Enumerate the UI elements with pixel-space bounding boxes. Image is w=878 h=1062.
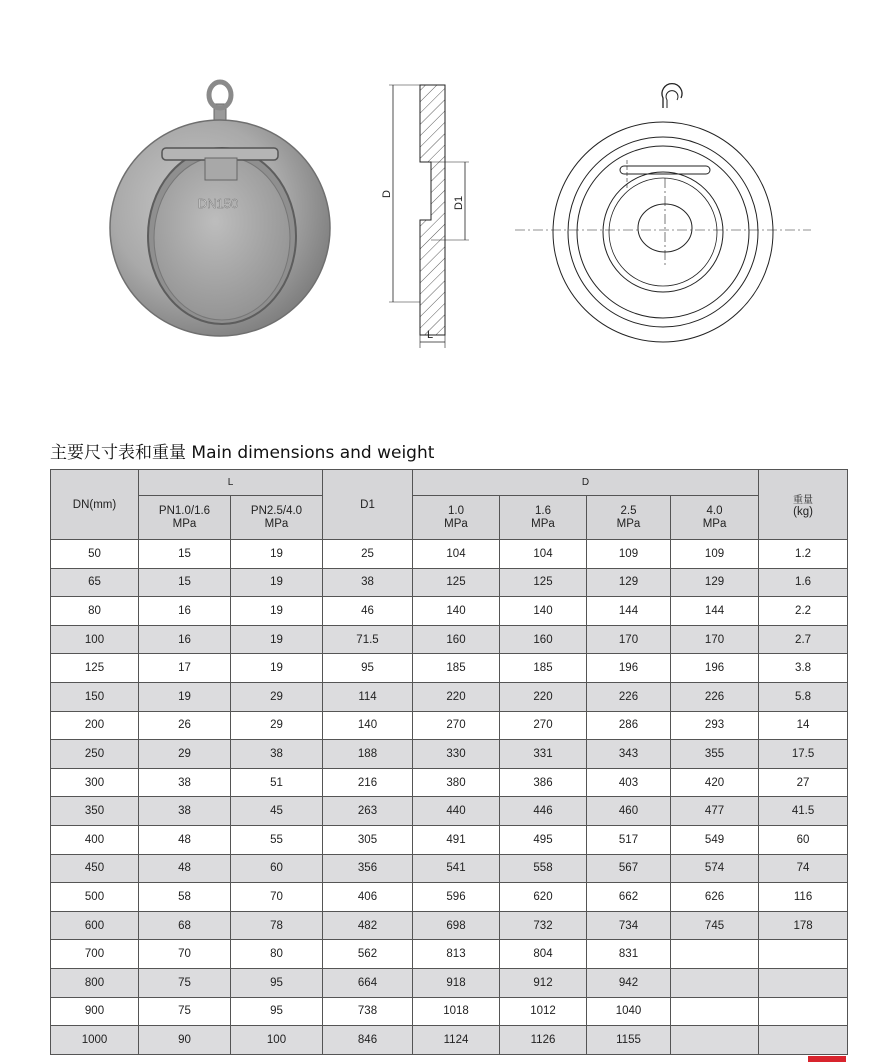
table-cell: 331 (500, 740, 587, 769)
table-row (51, 911, 848, 940)
table-cell: 80 (231, 940, 323, 969)
table-cell: 48 (139, 854, 231, 883)
subheader-l-low (139, 496, 231, 540)
table-cell: 55 (231, 825, 323, 854)
subheader-unit: MPa (702, 517, 727, 530)
subheader-text: PN1.0/1.6 (158, 504, 211, 517)
dim-l-label: L (427, 329, 434, 341)
table-cell: 1000 (51, 1026, 139, 1055)
table-cell: 477 (671, 797, 759, 826)
table-cell: 109 (671, 540, 759, 569)
table-cell: 500 (51, 883, 139, 912)
table-cell: 95 (231, 997, 323, 1026)
table-cell: 125 (500, 568, 587, 597)
table-cell: 38 (323, 568, 413, 597)
table-cell: 846 (323, 1026, 413, 1055)
table-cell: 495 (500, 825, 587, 854)
table-cell: 263 (323, 797, 413, 826)
table-cell: 596 (413, 883, 500, 912)
table-cell: 109 (587, 540, 671, 569)
table-cell: 19 (231, 654, 323, 683)
table-cell: 330 (413, 740, 500, 769)
table-cell (671, 940, 759, 969)
subheader-d-4-0 (671, 496, 759, 540)
subheader-text: 2.5 (620, 504, 637, 517)
table-cell: 813 (413, 940, 500, 969)
header-weight (759, 470, 848, 540)
table-cell: 144 (587, 597, 671, 626)
table-cell: 19 (231, 568, 323, 597)
table-row (51, 711, 848, 740)
header-weight-unit: (kg) (793, 506, 813, 518)
table-cell: 200 (51, 711, 139, 740)
table-cell: 19 (231, 597, 323, 626)
table-cell: 19 (231, 625, 323, 654)
table-cell: 125 (51, 654, 139, 683)
table-cell: 2.2 (759, 597, 848, 626)
section-drawing (381, 80, 465, 350)
table-cell: 95 (231, 968, 323, 997)
table-cell: 440 (413, 797, 500, 826)
table-cell (759, 1026, 848, 1055)
table-cell: 140 (413, 597, 500, 626)
table-cell: 60 (759, 825, 848, 854)
table-cell: 26 (139, 711, 231, 740)
table-row (51, 968, 848, 997)
table-cell: 144 (671, 597, 759, 626)
table-cell: 129 (671, 568, 759, 597)
table-cell: 620 (500, 883, 587, 912)
table-cell: 406 (323, 883, 413, 912)
table-cell: 140 (500, 597, 587, 626)
table-cell: 19 (139, 682, 231, 711)
table-cell: 150 (51, 682, 139, 711)
dimensions-table (50, 469, 848, 1055)
table-cell: 75 (139, 997, 231, 1026)
table-cell: 46 (323, 597, 413, 626)
table-row (51, 883, 848, 912)
table-cell: 355 (671, 740, 759, 769)
table-cell: 27 (759, 768, 848, 797)
table-row (51, 654, 848, 683)
table-cell: 305 (323, 825, 413, 854)
header-l: L (139, 470, 323, 496)
table-cell: 38 (139, 797, 231, 826)
table-cell: 129 (587, 568, 671, 597)
table-row (51, 768, 848, 797)
table-cell: 41.5 (759, 797, 848, 826)
front-view-drawing (515, 78, 815, 348)
table-cell: 60 (231, 854, 323, 883)
table-cell: 196 (671, 654, 759, 683)
subheader-unit: MPa (444, 517, 468, 530)
table-cell: 114 (323, 682, 413, 711)
table-cell: 912 (500, 968, 587, 997)
table-cell: 700 (51, 940, 139, 969)
table-row (51, 854, 848, 883)
table-cell: 58 (139, 883, 231, 912)
table-cell: 1040 (587, 997, 671, 1026)
table-cell: 17 (139, 654, 231, 683)
header-d1: D1 (323, 470, 413, 540)
table-cell: 170 (671, 625, 759, 654)
table-cell: 460 (587, 797, 671, 826)
table-cell: 80 (51, 597, 139, 626)
table-cell: 800 (51, 968, 139, 997)
table-cell: 804 (500, 940, 587, 969)
table-cell: 942 (587, 968, 671, 997)
table-cell: 567 (587, 854, 671, 883)
table-cell: 446 (500, 797, 587, 826)
table-cell: 2.7 (759, 625, 848, 654)
table-cell: 600 (51, 911, 139, 940)
table-cell: 400 (51, 825, 139, 854)
table-cell: 185 (500, 654, 587, 683)
table-cell: 356 (323, 854, 413, 883)
dim-d-label: D (381, 190, 393, 198)
table-cell: 226 (587, 682, 671, 711)
table-row (51, 797, 848, 826)
valve-photo (110, 78, 332, 340)
table-cell: 14 (759, 711, 848, 740)
table-cell: 732 (500, 911, 587, 940)
table-cell: 125 (413, 568, 500, 597)
table-cell: 95 (323, 654, 413, 683)
subheader-unit: MPa (264, 517, 289, 530)
table-cell: 343 (587, 740, 671, 769)
table-cell: 100 (231, 1026, 323, 1055)
table-cell: 170 (587, 625, 671, 654)
table-cell: 160 (500, 625, 587, 654)
table-cell: 734 (587, 911, 671, 940)
table-cell (671, 1026, 759, 1055)
subheader-text: 4.0 (706, 504, 723, 517)
subheader-text: 1.6 (535, 504, 551, 517)
table-cell: 1012 (500, 997, 587, 1026)
table-cell: 48 (139, 825, 231, 854)
subheader-l-high (231, 496, 323, 540)
table-cell: 831 (587, 940, 671, 969)
table-cell: 16 (139, 597, 231, 626)
table-cell: 185 (413, 654, 500, 683)
table-cell (759, 940, 848, 969)
subheader-text: PN2.5/4.0 (250, 504, 303, 517)
table-cell: 65 (51, 568, 139, 597)
header-weight-cn: 重量 (793, 495, 814, 506)
table-cell: 70 (139, 940, 231, 969)
table-cell: 270 (500, 711, 587, 740)
subheader-unit: MPa (616, 517, 641, 530)
table-cell: 517 (587, 825, 671, 854)
table-cell: 78 (231, 911, 323, 940)
table-cell: 38 (139, 768, 231, 797)
table-cell: 3.8 (759, 654, 848, 683)
table-cell: 918 (413, 968, 500, 997)
table-cell: 558 (500, 854, 587, 883)
table-cell: 745 (671, 911, 759, 940)
table-cell: 420 (671, 768, 759, 797)
table-row (51, 597, 848, 626)
table-cell: 300 (51, 768, 139, 797)
table-cell: 38 (231, 740, 323, 769)
table-row (51, 682, 848, 711)
table-cell: 160 (413, 625, 500, 654)
header-d: D (413, 470, 759, 496)
table-cell (759, 997, 848, 1026)
table-cell: 188 (323, 740, 413, 769)
table-cell: 380 (413, 768, 500, 797)
table-cell: 16 (139, 625, 231, 654)
corner-accent-mark (808, 1056, 846, 1062)
table-cell: 29 (139, 740, 231, 769)
table-cell: 45 (231, 797, 323, 826)
table-cell: 74 (759, 854, 848, 883)
table-row (51, 825, 848, 854)
table-cell: 403 (587, 768, 671, 797)
table-cell: 270 (413, 711, 500, 740)
table-cell: 15 (139, 540, 231, 569)
table-cell: 17.5 (759, 740, 848, 769)
table-row (51, 540, 848, 569)
table-cell: 1155 (587, 1026, 671, 1055)
table-cell: 15 (139, 568, 231, 597)
table-cell: 574 (671, 854, 759, 883)
table-cell: 350 (51, 797, 139, 826)
table-cell: 50 (51, 540, 139, 569)
table-cell (759, 968, 848, 997)
table-cell: 250 (51, 740, 139, 769)
table-cell: 90 (139, 1026, 231, 1055)
table-cell: 104 (500, 540, 587, 569)
table-row (51, 1026, 848, 1055)
table-cell: 226 (671, 682, 759, 711)
table-cell: 100 (51, 625, 139, 654)
subheader-d-1-0 (413, 496, 500, 540)
table-cell: 1.6 (759, 568, 848, 597)
table-cell: 19 (231, 540, 323, 569)
table-row (51, 625, 848, 654)
table-row (51, 997, 848, 1026)
table-cell: 541 (413, 854, 500, 883)
dim-d1-label: D1 (453, 195, 465, 210)
table-cell (671, 997, 759, 1026)
table-row (51, 740, 848, 769)
table-cell: 698 (413, 911, 500, 940)
table-cell: 140 (323, 711, 413, 740)
table-cell: 196 (587, 654, 671, 683)
table-cell: 25 (323, 540, 413, 569)
table-cell: 1124 (413, 1026, 500, 1055)
header-dn: DN(mm) (51, 470, 139, 540)
table-cell: 1018 (413, 997, 500, 1026)
table-cell: 71.5 (323, 625, 413, 654)
table-cell: 51 (231, 768, 323, 797)
table-cell: 664 (323, 968, 413, 997)
table-cell: 216 (323, 768, 413, 797)
table-cell: 68 (139, 911, 231, 940)
subheader-unit: MPa (172, 517, 197, 530)
table-body (51, 540, 848, 1055)
table-cell: 562 (323, 940, 413, 969)
subheader-d-2-5 (587, 496, 671, 540)
table-cell: 450 (51, 854, 139, 883)
table-cell: 5.8 (759, 682, 848, 711)
table-cell: 491 (413, 825, 500, 854)
table-cell: 1126 (500, 1026, 587, 1055)
subheader-d-1-6 (500, 496, 587, 540)
table-cell: 626 (671, 883, 759, 912)
table-row (51, 568, 848, 597)
table-cell: 104 (413, 540, 500, 569)
table-cell: 386 (500, 768, 587, 797)
table-cell: 29 (231, 682, 323, 711)
table-row (51, 940, 848, 969)
table-cell: 738 (323, 997, 413, 1026)
table-cell: 549 (671, 825, 759, 854)
table-cell: 286 (587, 711, 671, 740)
table-cell: 178 (759, 911, 848, 940)
table-cell: 75 (139, 968, 231, 997)
table-cell: 116 (759, 883, 848, 912)
table-cell: 1.2 (759, 540, 848, 569)
disc-engraving: DN150 (197, 196, 239, 211)
table-cell (671, 968, 759, 997)
subheader-text: 1.0 (448, 504, 464, 517)
table-cell: 662 (587, 883, 671, 912)
table-cell: 29 (231, 711, 323, 740)
table-cell: 70 (231, 883, 323, 912)
table-cell: 482 (323, 911, 413, 940)
table-cell: 220 (413, 682, 500, 711)
table-cell: 220 (500, 682, 587, 711)
table-cell: 900 (51, 997, 139, 1026)
page-heading: 主要尺寸表和重量 Main dimensions and weight (50, 443, 435, 463)
table-cell: 293 (671, 711, 759, 740)
subheader-unit: MPa (531, 517, 555, 530)
